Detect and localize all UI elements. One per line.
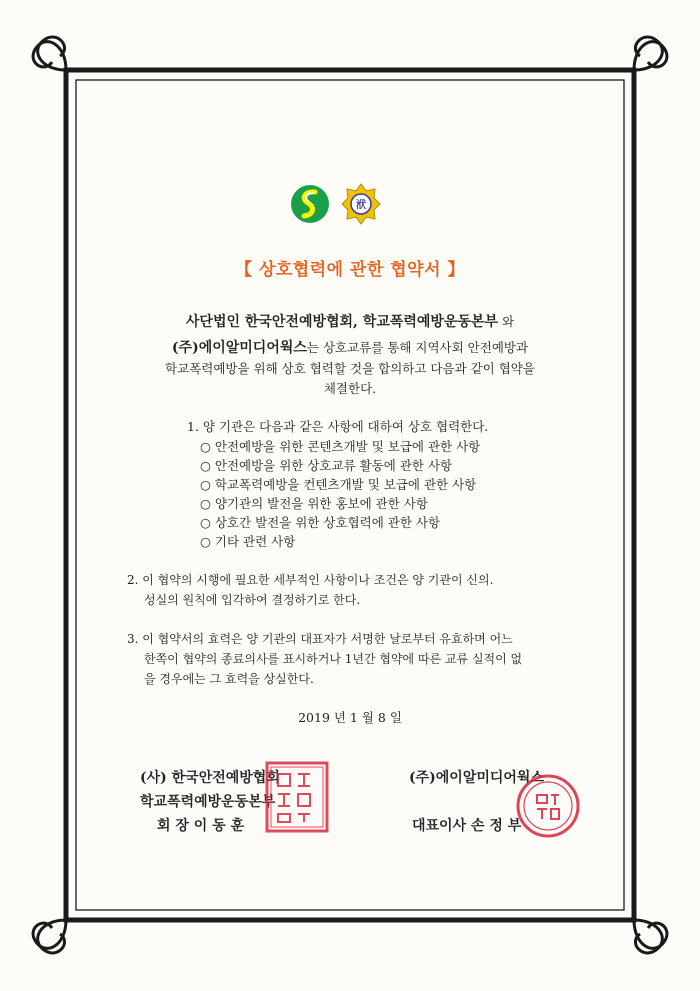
right-representative: 대표이사 손 정 부 [412, 818, 522, 834]
corner-ornament-bl [33, 894, 92, 953]
article-1-item: ○ 상호간 발전을 위한 상호협력에 관한 사항 [200, 515, 441, 530]
corner-ornament-tr [608, 37, 667, 96]
right-seal-stamp [515, 773, 581, 839]
article-1-item: ○ 기타 관련 사항 [200, 534, 296, 549]
left-org-name-2: 학교폭력예방운동본부 [140, 794, 276, 810]
left-representative: 회 장 이 동 훈 [157, 818, 245, 834]
article-1-item: ○ 학교폭력예방을 컨텐츠개발 및 보급에 관한 사항 [200, 477, 477, 492]
right-org-name: (주)에이알미디어웍스 [409, 770, 544, 786]
left-org-name: (사) 한국안전예방협회 [140, 770, 280, 786]
intro-line-4: 체결한다. [323, 381, 377, 396]
article-1-item: ○ 안전예방을 위한 상호교류 활동에 관한 사항 [200, 458, 453, 473]
article-3-line-3: 을 경우에는 그 효력을 상실한다. [144, 672, 314, 686]
party-b-name: (주)에이알미디어웍스 [171, 340, 307, 356]
article-3-line-2: 한쪽이 협약의 종료의사를 표시하거나 1년간 협약에 따른 교류 실적이 없 [144, 652, 523, 666]
article-1: 1. 양 기관은 다음과 같은 사항에 대하여 상호 협력한다. [187, 419, 489, 434]
intro-line-1-tail: 와 [498, 314, 515, 329]
article-2-line-2: 성실의 원칙에 입각하여 결정하기로 한다. [144, 593, 361, 607]
green-s-logo-icon [290, 183, 330, 225]
intro-line-2-tail: 는 상호교류를 통해 지역사회 안전예방과 [306, 340, 529, 355]
svg-text:洑: 洑 [356, 200, 366, 211]
yellow-emblem-logo-icon [341, 183, 381, 225]
logo-row [0, 181, 700, 229]
article-2-line-1: 2. 이 협약의 시행에 필요한 세부적인 사항이나 조건은 양 기관이 신의. [127, 573, 494, 587]
intro-line-2 [0, 337, 700, 357]
party-a-name: 사단법인 한국안전예방협회, 학교폭력예방운동본부 [185, 314, 499, 330]
corner-ornament-br [608, 894, 667, 953]
article-1-item: ○ 안전예방을 위한 콘텐츠개발 및 보급에 관한 사항 [200, 439, 481, 454]
agreement-date: 2019 년 1 월 8 일 [298, 710, 402, 725]
article-3-line-1: 3. 이 협약서의 효력은 양 기관의 대표자가 서명한 날로부터 유효하며 어느 [127, 632, 513, 646]
intro-line-1 [0, 311, 700, 331]
intro-line-3: 학교폭력예방을 위해 상호 협력할 것을 합의하고 다음과 같이 협약을 [165, 361, 535, 376]
left-seal-stamp [264, 760, 330, 834]
document-title: 【 상호협력에 관한 협약서 】 [235, 260, 465, 280]
corner-ornament-tl [33, 37, 92, 96]
article-1-item: ○ 양기관의 발전을 위한 홍보에 관한 사항 [200, 496, 428, 511]
